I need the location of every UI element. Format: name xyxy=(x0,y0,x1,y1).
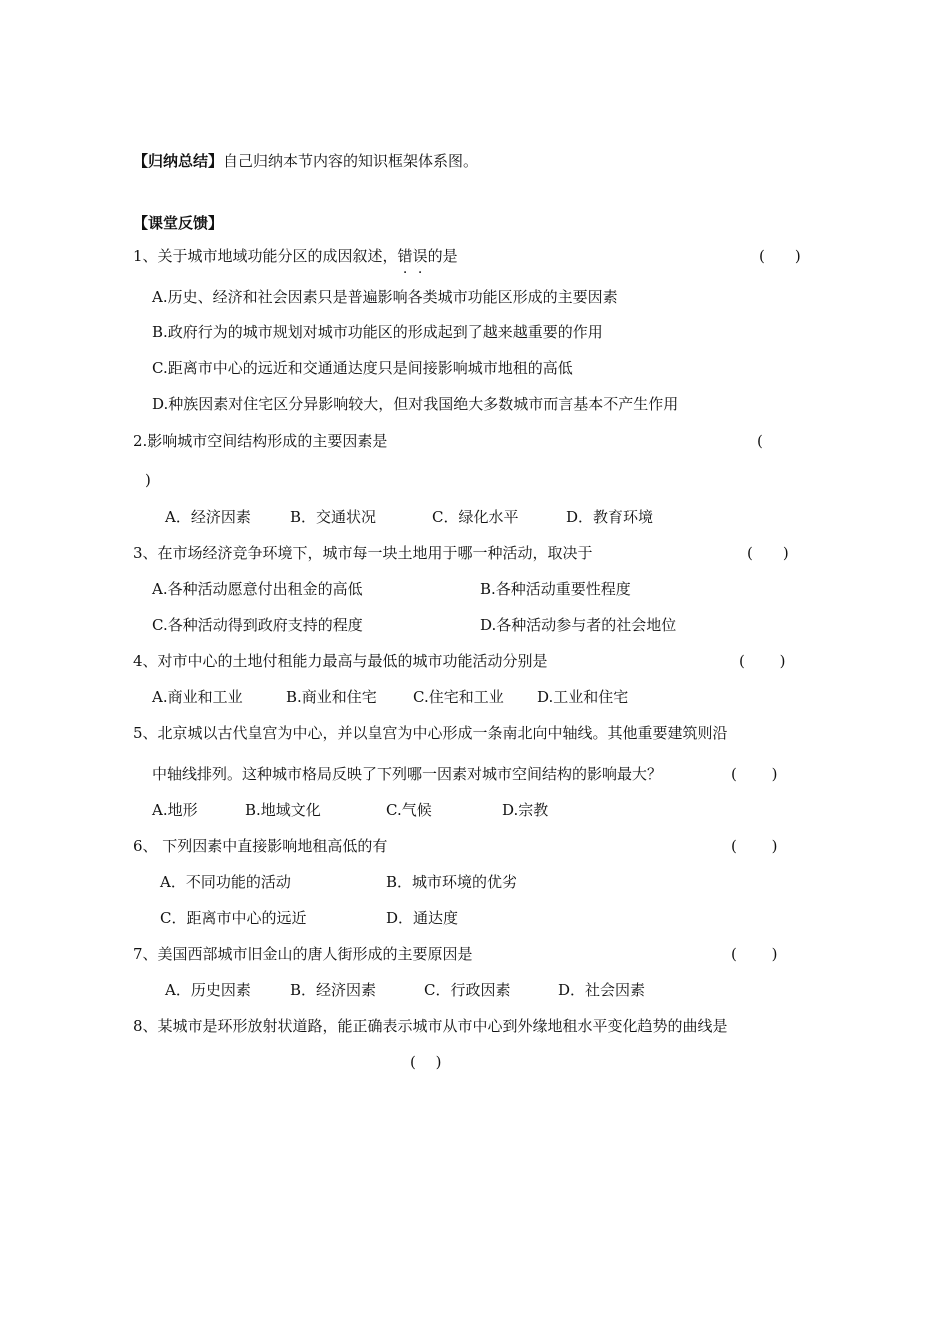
q7-option-c: C．行政因素 xyxy=(424,981,511,999)
q4-option-a: A.商业和工业 xyxy=(152,688,243,706)
q3-answer-paren: ( ) xyxy=(747,544,789,562)
q6-answer-paren: ( ) xyxy=(731,837,778,855)
q3-option-b: B.各种活动重要性程度 xyxy=(480,580,631,598)
q3-stem: 3、在市场经济竞争环境下，城市每一块土地用于哪一种活动，取决于 xyxy=(133,544,593,562)
q5-answer-paren: ( ) xyxy=(731,765,778,783)
q4-option-d: D.工业和住宅 xyxy=(537,688,629,706)
q4-stem: 4、对市中心的土地付租能力最高与最低的城市功能活动分别是 xyxy=(133,652,548,670)
q5-option-c: C.气候 xyxy=(386,801,432,819)
q1-answer-paren: ( ) xyxy=(759,247,801,265)
q6-option-c: C．距离市中心的远近 xyxy=(160,909,307,927)
q2-option-d: D．教育环境 xyxy=(566,508,654,526)
q1-option-a: A.历史、经济和社会因素只是普遍影响各类城市功能区形成的主要因素 xyxy=(152,288,618,306)
q8-stem: 8、某城市是环形放射状道路，能正确表示城市从市中心到外缘地租水平变化趋势的曲线是 xyxy=(133,1017,728,1035)
q7-stem: 7、美国西部城市旧金山的唐人街形成的主要原因是 xyxy=(133,945,473,963)
q5-stem-line-2: 中轴线排列。这种城市格局反映了下列哪一因素对城市空间结构的影响最大？ xyxy=(152,765,663,783)
q2-option-c: C．绿化水平 xyxy=(432,508,519,526)
q6-option-d: D．通达度 xyxy=(386,909,459,927)
q1-option-b: B.政府行为的城市规划对城市功能区的形成起到了越来越重要的作用 xyxy=(152,323,603,341)
q2-option-b: B．交通状况 xyxy=(290,508,377,526)
summary-line xyxy=(133,151,478,171)
summary-text: 自己归纳本节内容的知识框架体系图。 xyxy=(223,152,479,170)
q6-option-a: A．不同功能的活动 xyxy=(160,873,291,891)
q6-stem: 6、 下列因素中直接影响地租高低的有 xyxy=(133,837,388,855)
q1-option-c: C.距离市中心的远近和交通通达度只是间接影响城市地租的高低 xyxy=(152,359,573,377)
summary-heading: 【归纳总结】 xyxy=(133,152,224,170)
q1-option-d: D.种族因素对住宅区分异影响较大，但对我国绝大多数城市而言基本不产生作用 xyxy=(152,395,679,413)
q6-option-b: B．城市环境的优劣 xyxy=(386,873,518,891)
q7-option-d: D．社会因素 xyxy=(558,981,646,999)
q1-stem-pre: 1、关于城市地域功能分区的成因叙述， xyxy=(133,247,398,265)
q5-option-d: D.宗教 xyxy=(502,801,549,819)
q2-paren-close: ) xyxy=(145,471,151,489)
q5-option-a: A.地形 xyxy=(152,801,198,819)
q7-answer-paren: ( ) xyxy=(731,945,778,963)
q8-answer-paren: ( ) xyxy=(410,1053,442,1071)
q4-option-b: B.商业和住宅 xyxy=(286,688,377,706)
q3-option-d: D.各种活动参与者的社会地位 xyxy=(480,616,677,634)
q1-emph-1: 错 xyxy=(397,247,413,265)
q3-option-a: A.各种活动愿意付出租金的高低 xyxy=(152,580,363,598)
q5-stem-line-1: 5、北京城以古代皇宫为中心，并以皇宫为中心形成一条南北向中轴线。其他重要建筑则沿 xyxy=(133,724,728,742)
q2-option-a: A．经济因素 xyxy=(165,508,251,526)
q4-answer-paren: ( ) xyxy=(739,652,786,670)
feedback-heading: 【课堂反馈】 xyxy=(133,214,224,232)
q7-option-a: A．历史因素 xyxy=(165,981,251,999)
q2-paren-open: ( xyxy=(757,432,763,450)
q7-option-b: B．经济因素 xyxy=(290,981,377,999)
q1-stem xyxy=(133,246,458,266)
q1-stem-post: 的是 xyxy=(427,247,458,265)
q3-option-c: C.各种活动得到政府支持的程度 xyxy=(152,616,363,634)
q1-emph-2: 误 xyxy=(412,247,428,265)
q4-option-c: C.住宅和工业 xyxy=(413,688,504,706)
q2-stem: 2.影响城市空间结构形成的主要因素是 xyxy=(133,432,388,450)
q5-option-b: B.地域文化 xyxy=(245,801,321,819)
